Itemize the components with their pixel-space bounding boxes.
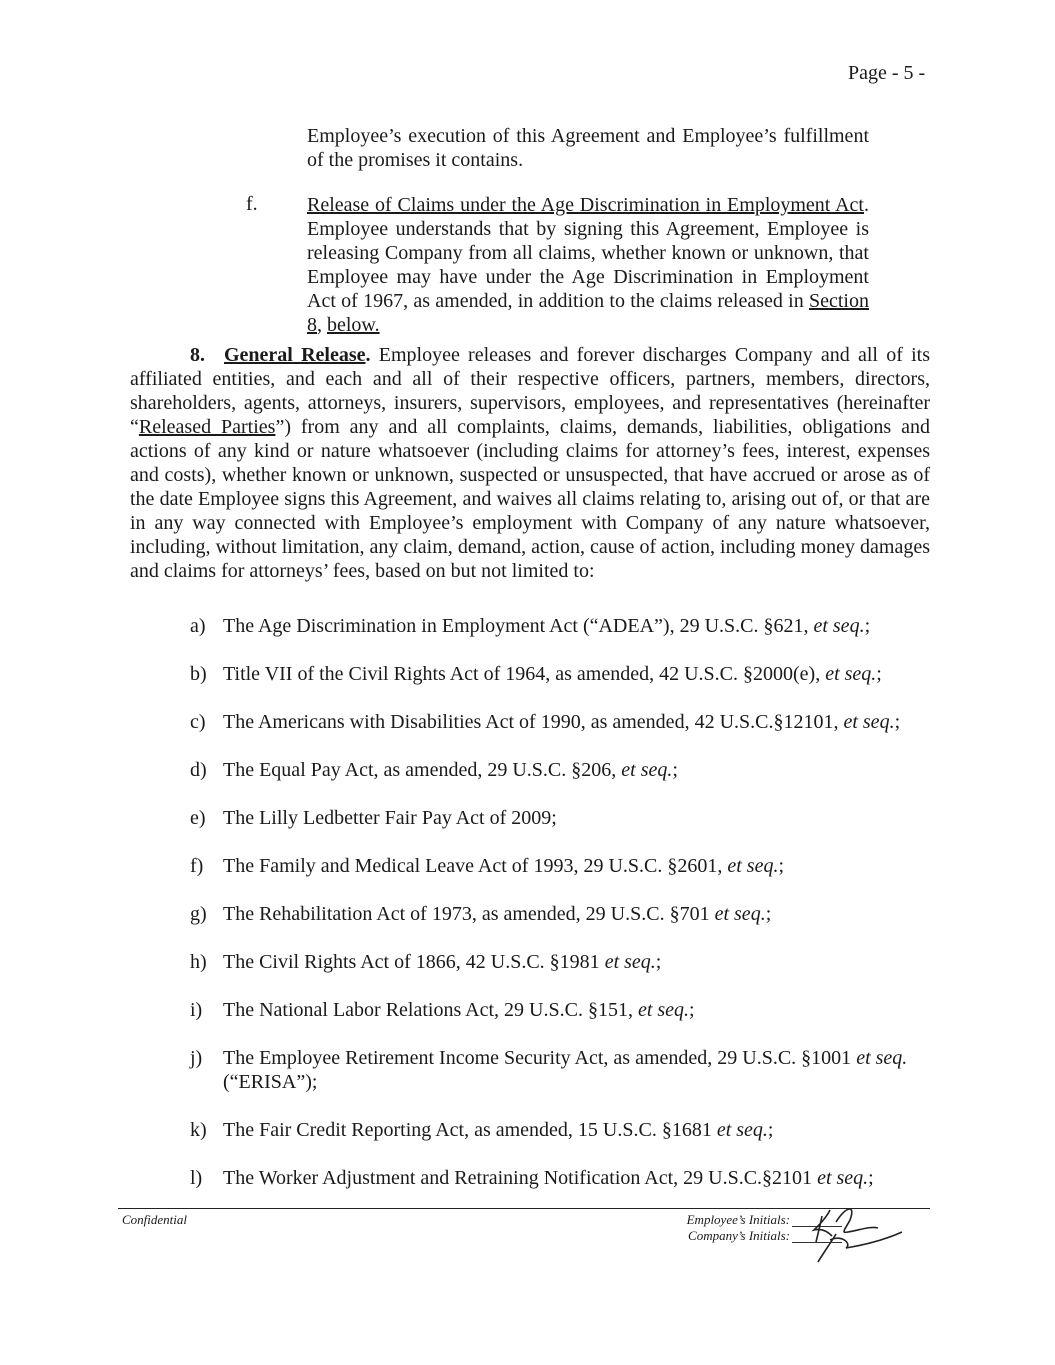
list-item-text: The Family and Medical Leave Act of 1993, 29 U.S.C. §2601, et seq.; xyxy=(223,855,785,877)
list-item-text: The Americans with Disabilities Act of 1990, as amended, 42 U.S.C.§12101, et seq.; xyxy=(223,711,901,733)
list-item-label: l) xyxy=(190,1167,203,1189)
list-item-text: Title VII of the Civil Rights Act of 1964, as amended, 42 U.S.C. §2000(e), et seq.; xyxy=(223,663,882,685)
employee-initials-mark xyxy=(814,1209,878,1242)
list-item-label: a) xyxy=(190,615,206,637)
initials-labels xyxy=(640,1212,790,1244)
company-initials-label: Company’s Initials: xyxy=(688,1228,790,1243)
item-f-body: Employee understands that by signing this Agreement, Employee is releasing Company from all claims, whether known or unknown, that Employee may have under the Age Discrimination in Employment Act of 1967, as amended, in addition to the claims released in xyxy=(307,218,869,312)
section-number: 8. xyxy=(190,344,205,366)
reference-comma: , xyxy=(317,314,327,336)
list-item-label: d) xyxy=(190,759,207,781)
list-item-label: e) xyxy=(190,807,206,829)
initials-signature xyxy=(800,1196,910,1266)
section-8-reference: Section 8 xyxy=(307,290,869,336)
section-heading-end: . xyxy=(365,344,371,366)
list-item-text: The Rehabilitation Act of 1973, as amended, 29 U.S.C. §701 et seq.; xyxy=(223,903,772,925)
list-item-label: j) xyxy=(190,1047,203,1069)
statute-list xyxy=(190,614,935,1214)
defined-term: Released Parties xyxy=(138,416,276,438)
company-initials-mark xyxy=(818,1232,902,1262)
list-item xyxy=(190,1046,935,1118)
list-item xyxy=(190,1118,935,1166)
list-item xyxy=(190,806,935,854)
list-item xyxy=(190,758,935,806)
employee-initials-label: Employee’s Initials: xyxy=(686,1212,790,1227)
list-item xyxy=(190,710,935,758)
list-item xyxy=(190,854,935,902)
item-f-title-end: . xyxy=(864,194,869,216)
below-reference: below. xyxy=(327,314,380,336)
list-item-text: The Worker Adjustment and Retraining Notification Act, 29 U.S.C.§2101 et seq.; xyxy=(223,1167,874,1189)
list-item-text: The National Labor Relations Act, 29 U.S.C. §151, et seq.; xyxy=(223,999,695,1021)
list-item-label: i) xyxy=(190,999,203,1021)
confidential-label: Confidential xyxy=(122,1212,187,1227)
list-item-label: h) xyxy=(190,951,207,973)
list-item xyxy=(190,662,935,710)
item-f-label: f. xyxy=(246,193,258,215)
list-item-label: b) xyxy=(190,663,207,685)
page-number: Page - 5 - xyxy=(848,62,926,84)
list-item xyxy=(190,902,935,950)
section-8-paragraph xyxy=(130,343,930,583)
list-item-label: f) xyxy=(190,855,204,877)
list-item-text: The Employee Retirement Income Security Act, as amended, 29 U.S.C. §1001 et seq. (“ERISA”); xyxy=(223,1047,908,1093)
list-item-text: The Civil Rights Act of 1866, 42 U.S.C. §1981 et seq.; xyxy=(223,951,662,973)
list-item-text: The Fair Credit Reporting Act, as amended, 15 U.S.C. §1681 et seq.; xyxy=(223,1119,774,1141)
item-f-title: Release of Claims under the Age Discrimination in Employment Act xyxy=(307,194,864,216)
list-item-label: c) xyxy=(190,711,206,733)
list-item-label: k) xyxy=(190,1119,207,1141)
list-item xyxy=(190,614,935,662)
list-item xyxy=(190,998,935,1046)
section-body-1: Employee releases and forever discharges Company and all of its affiliated entities, and each and all of their respective officers, partners, members, directors, shareholders, agents, attorneys, insurers, supervisors, employees, and representatives (hereinafter “ xyxy=(130,344,930,438)
list-item-text: The Age Discrimination in Employment Act (“ADEA”), 29 U.S.C. §621, et seq.; xyxy=(223,615,871,637)
list-item-label: g) xyxy=(190,903,207,925)
list-item xyxy=(190,950,935,998)
list-item-text: The Equal Pay Act, as amended, 29 U.S.C. §206, et seq.; xyxy=(223,759,678,781)
section-heading: General Release xyxy=(224,344,366,366)
continuation-paragraph: Employee’s execution of this Agreement and Employee’s fulfillment of the promises it contains. xyxy=(307,125,869,171)
section-body-2: ”) from any and all complaints, claims, demands, liabilities, obligations and actions of any kind or nature whatsoever (including claims for attorney’s fees, interest, expenses and costs), whether known or unknown, suspected or unsuspected, that have accrued or arose as of the date Employee signs this Agreement, and waives all claims relating to, arising out of, or that are in any way connected with Employee’s employment with Company of any nature whatsoever, including, without limitation, any claim, demand, action, cause of action, including money damages and claims for attorneys’ fees, based on but not limited to: xyxy=(130,416,931,582)
list-item-text: The Lilly Ledbetter Fair Pay Act of 2009; xyxy=(223,807,557,829)
item-f-paragraph xyxy=(307,193,869,337)
